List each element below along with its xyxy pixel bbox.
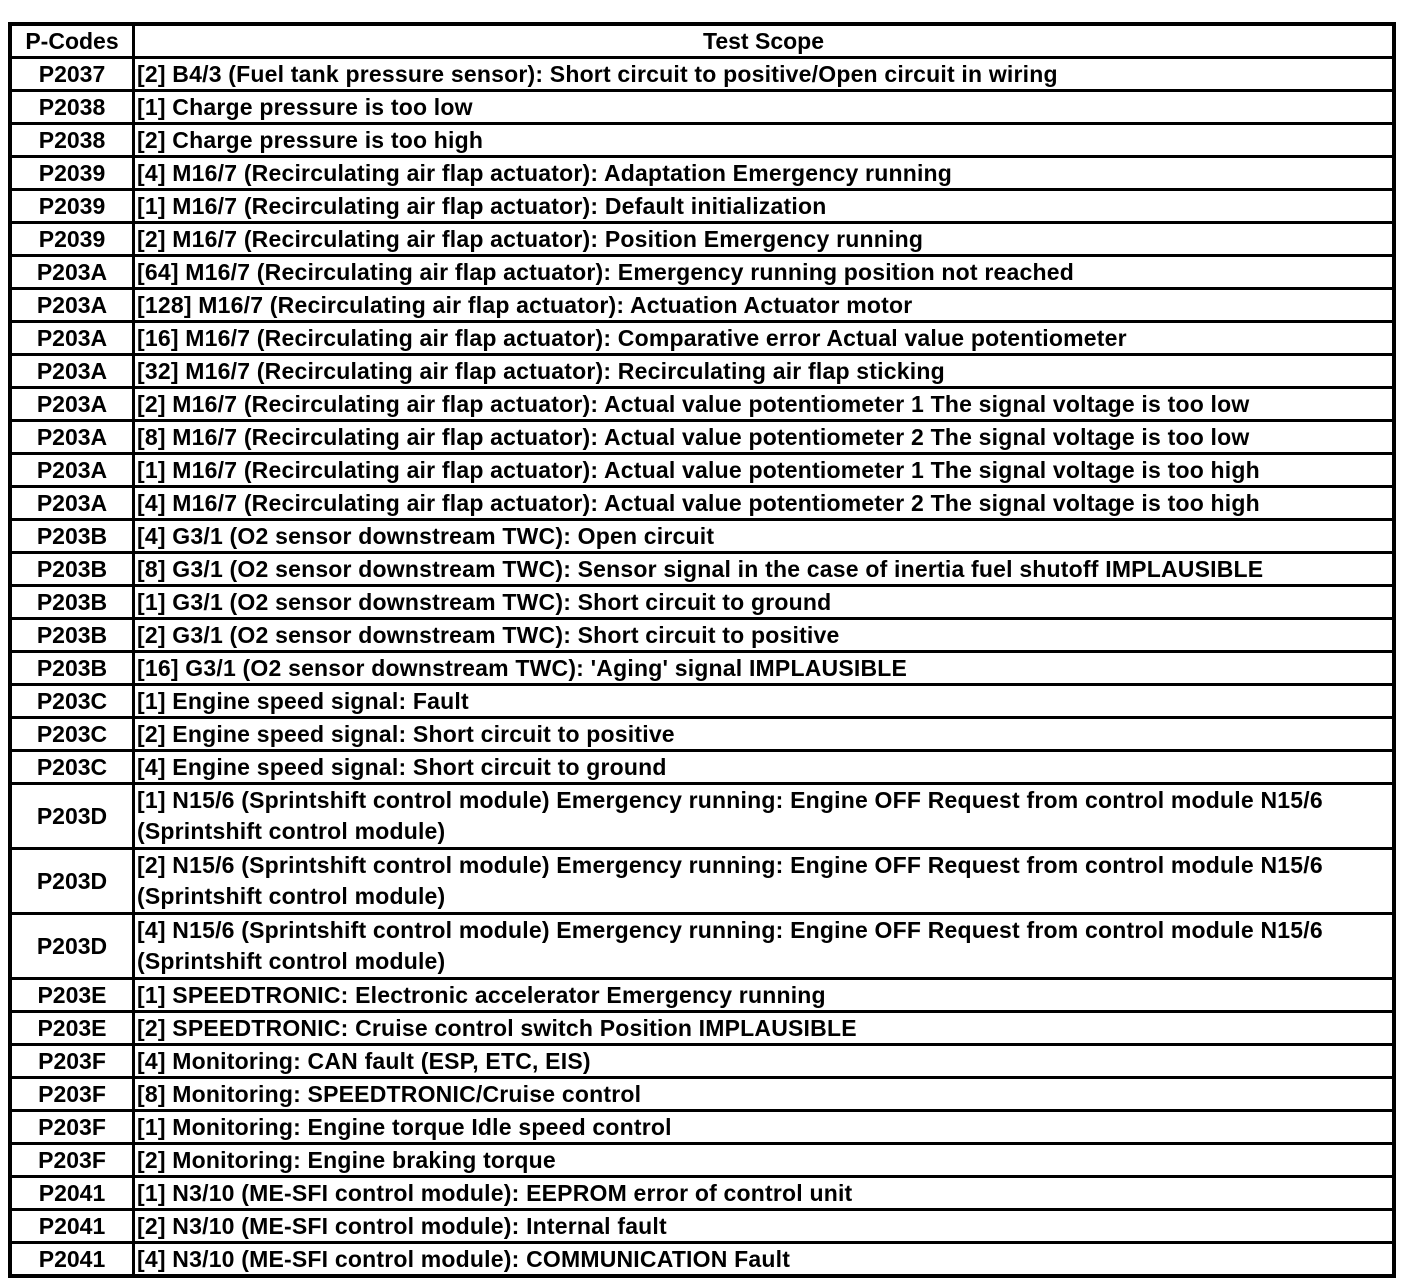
test-scope-cell: [8] M16/7 (Recirculating air flap actuator): Actual value potentiometer 2 The signal voltage is too low bbox=[134, 421, 1395, 454]
p-code-cell: P203B bbox=[10, 520, 134, 553]
p-code-cell: P203D bbox=[10, 914, 134, 979]
table-row bbox=[10, 487, 1394, 520]
table-row bbox=[10, 289, 1394, 322]
p-code-cell: P203A bbox=[10, 256, 134, 289]
table-row bbox=[10, 652, 1394, 685]
table-row bbox=[10, 751, 1394, 784]
p-code-cell: P203F bbox=[10, 1144, 134, 1177]
dtc-table-container bbox=[8, 22, 1396, 1272]
test-scope-cell: [2] M16/7 (Recirculating air flap actuator): Position Emergency running bbox=[134, 223, 1395, 256]
p-code-cell: P203B bbox=[10, 553, 134, 586]
table-row bbox=[10, 1210, 1394, 1243]
p-code-cell: P203A bbox=[10, 454, 134, 487]
table-row bbox=[10, 1045, 1394, 1078]
test-scope-cell: [16] M16/7 (Recirculating air flap actuator): Comparative error Actual value potentiometer bbox=[134, 322, 1395, 355]
p-code-cell: P203F bbox=[10, 1078, 134, 1111]
p-code-cell: P203D bbox=[10, 849, 134, 914]
test-scope-cell: [1] G3/1 (O2 sensor downstream TWC): Short circuit to ground bbox=[134, 586, 1395, 619]
table-row bbox=[10, 586, 1394, 619]
test-scope-cell: [1] SPEEDTRONIC: Electronic accelerator Emergency running bbox=[134, 979, 1395, 1012]
test-scope-cell: [4] M16/7 (Recirculating air flap actuator): Adaptation Emergency running bbox=[134, 157, 1395, 190]
test-scope-cell: [2] M16/7 (Recirculating air flap actuator): Actual value potentiometer 1 The signal voltage is too low bbox=[134, 388, 1395, 421]
p-code-cell: P203E bbox=[10, 979, 134, 1012]
p-code-cell: P203B bbox=[10, 619, 134, 652]
table-row bbox=[10, 979, 1394, 1012]
test-scope-cell: [4] N3/10 (ME-SFI control module): COMMUNICATION Fault bbox=[134, 1243, 1395, 1277]
p-code-cell: P203A bbox=[10, 388, 134, 421]
p-code-cell: P2041 bbox=[10, 1243, 134, 1277]
test-scope-cell: [4] M16/7 (Recirculating air flap actuator): Actual value potentiometer 2 The signal voltage is too high bbox=[134, 487, 1395, 520]
p-code-cell: P203C bbox=[10, 718, 134, 751]
p-code-cell: P203B bbox=[10, 652, 134, 685]
table-row bbox=[10, 914, 1394, 979]
test-scope-cell: [2] N15/6 (Sprintshift control module) Emergency running: Engine OFF Request from control module N15/6 (Sprintshift control module) bbox=[134, 849, 1395, 914]
table-row bbox=[10, 1177, 1394, 1210]
test-scope-cell: [1] Charge pressure is too low bbox=[134, 91, 1395, 124]
table-row bbox=[10, 1144, 1394, 1177]
p-code-cell: P203A bbox=[10, 487, 134, 520]
table-row bbox=[10, 784, 1394, 849]
test-scope-cell: [8] Monitoring: SPEEDTRONIC/Cruise control bbox=[134, 1078, 1395, 1111]
test-scope-cell: [1] Monitoring: Engine torque Idle speed control bbox=[134, 1111, 1395, 1144]
table-row bbox=[10, 1243, 1394, 1277]
p-code-cell: P2039 bbox=[10, 157, 134, 190]
p-code-cell: P2038 bbox=[10, 124, 134, 157]
p-code-cell: P203D bbox=[10, 784, 134, 849]
test-scope-cell: [1] N3/10 (ME-SFI control module): EEPROM error of control unit bbox=[134, 1177, 1395, 1210]
test-scope-cell: [16] G3/1 (O2 sensor downstream TWC): 'Aging' signal IMPLAUSIBLE bbox=[134, 652, 1395, 685]
table-header-row bbox=[10, 24, 1394, 58]
table-row bbox=[10, 1111, 1394, 1144]
test-scope-cell: [1] N15/6 (Sprintshift control module) Emergency running: Engine OFF Request from control module N15/6 (Sprintshift control module) bbox=[134, 784, 1395, 849]
table-row bbox=[10, 322, 1394, 355]
table-row bbox=[10, 421, 1394, 454]
p-code-cell: P203A bbox=[10, 355, 134, 388]
test-scope-cell: [2] Charge pressure is too high bbox=[134, 124, 1395, 157]
table-row bbox=[10, 355, 1394, 388]
p-code-cell: P2038 bbox=[10, 91, 134, 124]
table-row bbox=[10, 91, 1394, 124]
p-code-cell: P203E bbox=[10, 1012, 134, 1045]
test-scope-cell: [2] B4/3 (Fuel tank pressure sensor): Short circuit to positive/Open circuit in wiring bbox=[134, 58, 1395, 91]
table-row bbox=[10, 520, 1394, 553]
test-scope-cell: [2] G3/1 (O2 sensor downstream TWC): Short circuit to positive bbox=[134, 619, 1395, 652]
test-scope-cell: [2] SPEEDTRONIC: Cruise control switch Position IMPLAUSIBLE bbox=[134, 1012, 1395, 1045]
p-code-cell: P203F bbox=[10, 1045, 134, 1078]
p-code-cell: P2041 bbox=[10, 1177, 134, 1210]
table-row bbox=[10, 849, 1394, 914]
p-code-cell: P2041 bbox=[10, 1210, 134, 1243]
test-scope-cell: [1] M16/7 (Recirculating air flap actuator): Default initialization bbox=[134, 190, 1395, 223]
test-scope-cell: [1] Engine speed signal: Fault bbox=[134, 685, 1395, 718]
test-scope-cell: [2] Monitoring: Engine braking torque bbox=[134, 1144, 1395, 1177]
table-row bbox=[10, 157, 1394, 190]
table-row bbox=[10, 58, 1394, 91]
test-scope-cell: [4] Engine speed signal: Short circuit to ground bbox=[134, 751, 1395, 784]
table-row bbox=[10, 553, 1394, 586]
table-row bbox=[10, 1012, 1394, 1045]
p-code-cell: P203F bbox=[10, 1111, 134, 1144]
table-row bbox=[10, 685, 1394, 718]
p-code-cell: P2039 bbox=[10, 223, 134, 256]
table-row bbox=[10, 619, 1394, 652]
table-row bbox=[10, 454, 1394, 487]
table-row bbox=[10, 1078, 1394, 1111]
table-row bbox=[10, 256, 1394, 289]
test-scope-cell: [64] M16/7 (Recirculating air flap actuator): Emergency running position not reached bbox=[134, 256, 1395, 289]
p-code-cell: P203A bbox=[10, 322, 134, 355]
p-code-cell: P203B bbox=[10, 586, 134, 619]
test-scope-cell: [4] Monitoring: CAN fault (ESP, ETC, EIS) bbox=[134, 1045, 1395, 1078]
test-scope-cell: [4] G3/1 (O2 sensor downstream TWC): Open circuit bbox=[134, 520, 1395, 553]
column-header-p-codes: P-Codes bbox=[10, 24, 134, 58]
table-row bbox=[10, 223, 1394, 256]
p-code-cell: P203A bbox=[10, 289, 134, 322]
table-row bbox=[10, 124, 1394, 157]
table-body bbox=[10, 58, 1394, 1277]
table-row bbox=[10, 190, 1394, 223]
table-row bbox=[10, 718, 1394, 751]
p-code-cell: P2037 bbox=[10, 58, 134, 91]
test-scope-cell: [4] N15/6 (Sprintshift control module) Emergency running: Engine OFF Request from control module N15/6 (Sprintshift control module) bbox=[134, 914, 1395, 979]
test-scope-cell: [128] M16/7 (Recirculating air flap actuator): Actuation Actuator motor bbox=[134, 289, 1395, 322]
p-code-cell: P2039 bbox=[10, 190, 134, 223]
column-header-test-scope: Test Scope bbox=[134, 24, 1395, 58]
test-scope-cell: [32] M16/7 (Recirculating air flap actuator): Recirculating air flap sticking bbox=[134, 355, 1395, 388]
dtc-table bbox=[8, 22, 1396, 1278]
table-row bbox=[10, 388, 1394, 421]
p-code-cell: P203C bbox=[10, 685, 134, 718]
p-code-cell: P203C bbox=[10, 751, 134, 784]
p-code-cell: P203A bbox=[10, 421, 134, 454]
test-scope-cell: [2] N3/10 (ME-SFI control module): Internal fault bbox=[134, 1210, 1395, 1243]
test-scope-cell: [8] G3/1 (O2 sensor downstream TWC): Sensor signal in the case of inertia fuel shutoff IMPLAUSIBLE bbox=[134, 553, 1395, 586]
test-scope-cell: [2] Engine speed signal: Short circuit to positive bbox=[134, 718, 1395, 751]
test-scope-cell: [1] M16/7 (Recirculating air flap actuator): Actual value potentiometer 1 The signal voltage is too high bbox=[134, 454, 1395, 487]
